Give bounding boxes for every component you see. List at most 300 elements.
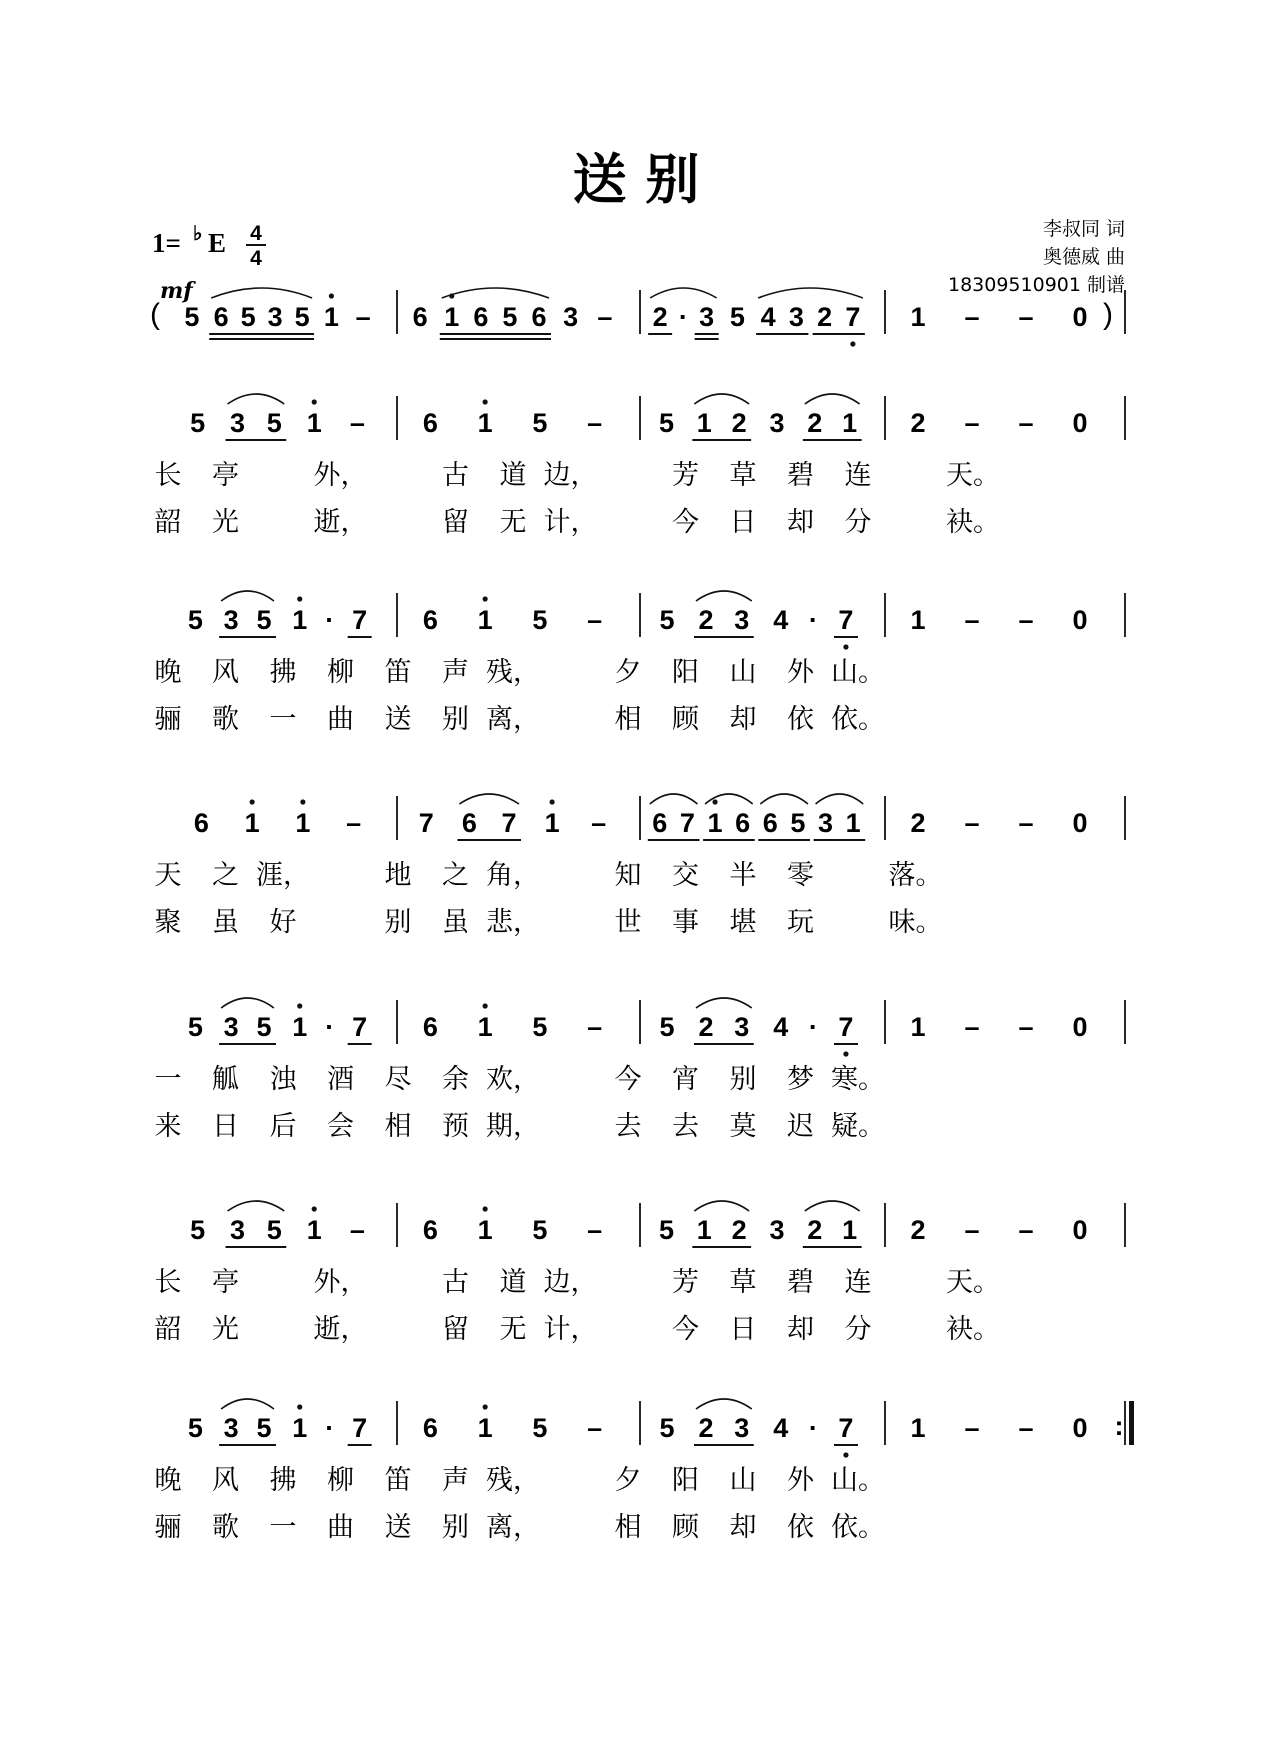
lyric-char: 依: [787, 1512, 814, 1543]
note-5: 5: [266, 408, 282, 438]
lyric-char: 今: [672, 1314, 699, 1345]
note-5: 5: [658, 1215, 674, 1245]
lyric-char: 分: [844, 1314, 872, 1345]
lyric-char: 韶: [154, 1314, 182, 1345]
note-5: 5: [659, 1012, 675, 1042]
lyric-char: 道: [499, 1267, 527, 1298]
lyric-char: 地: [384, 860, 412, 891]
note-6: 6: [652, 808, 668, 838]
note-2: 2: [807, 408, 823, 438]
dash-sustain: –: [355, 302, 371, 332]
dot-augment: ·: [325, 1012, 335, 1042]
lyric-char: 计，: [543, 1314, 598, 1345]
slur-arc: [442, 288, 549, 298]
lyric-char: 笛: [384, 1465, 412, 1496]
octave-up-dot: [483, 399, 488, 404]
lyric-char: 古: [442, 460, 469, 491]
note-1: 1: [696, 1215, 712, 1245]
dot-augment: ·: [678, 302, 688, 332]
slur-arc: [221, 591, 274, 601]
lyric-char: 阳: [672, 657, 699, 688]
note-0: 0: [1072, 408, 1088, 438]
lyric-char: 分: [844, 507, 872, 538]
slur-arc: [705, 794, 753, 804]
octave-up-dot: [712, 799, 717, 804]
dash-sustain: –: [587, 605, 603, 635]
note-5: 5: [256, 1012, 272, 1042]
note-3: 3: [818, 808, 834, 838]
lyric-char: 草: [729, 1267, 757, 1298]
dash-sustain: –: [964, 605, 980, 635]
note-5: 5: [240, 302, 256, 332]
lyric-char: 却: [787, 1314, 814, 1345]
octave-up-dot: [297, 596, 302, 601]
lyric-char: 韶: [154, 507, 182, 538]
note-6: 6: [412, 302, 428, 332]
slur-arc: [816, 794, 864, 804]
note-3: 3: [769, 408, 785, 438]
lyric-char: 计，: [543, 507, 598, 538]
dot-augment: ·: [325, 605, 335, 635]
slur-arc: [650, 288, 717, 298]
note-1: 1: [842, 408, 858, 438]
lyric-char: 柳: [327, 657, 354, 688]
octave-up-dot: [297, 1003, 302, 1008]
note-2: 2: [817, 302, 833, 332]
note-2: 2: [910, 1215, 926, 1245]
lyric-char: 后: [269, 1111, 297, 1142]
note-1: 1: [544, 808, 560, 838]
final-bar-line: [1129, 1401, 1134, 1445]
lyric-char: 笛: [384, 657, 412, 688]
lyric-char: 日: [729, 1314, 757, 1345]
note-4: 4: [760, 302, 776, 332]
note-1: 1: [244, 808, 260, 838]
lyric-char: 欢，: [486, 1064, 540, 1095]
octave-up-dot: [297, 1404, 302, 1409]
dash-sustain: –: [964, 1413, 980, 1443]
lyric-char: 晚: [154, 1465, 182, 1496]
lyric-char: 余: [442, 1064, 469, 1095]
note-3: 3: [769, 1215, 785, 1245]
lyric-char: 送: [384, 1512, 412, 1543]
lyric-char: 莫: [729, 1111, 757, 1142]
lyric-char: 逝，: [313, 507, 368, 538]
note-1: 1: [477, 1413, 493, 1443]
slur-arc: [696, 1399, 752, 1409]
note-1: 1: [842, 1215, 858, 1245]
lyric-char: 一: [269, 1512, 297, 1543]
lyric-char: 天。: [946, 460, 1000, 491]
notation-systems: [150, 288, 1134, 1543]
octave-down-dot: [843, 1051, 848, 1056]
lyric-char: 风: [212, 1465, 239, 1496]
lyric-char: 浊: [269, 1064, 297, 1095]
note-6: 6: [531, 302, 547, 332]
dot-augment: ·: [808, 1413, 818, 1443]
lyric-char: 山: [729, 657, 757, 688]
slur-arc: [228, 1201, 285, 1211]
composer-credit: 奥德威 曲: [1042, 246, 1125, 268]
lyric-char: 日: [729, 507, 757, 538]
dot-augment: ·: [325, 1413, 335, 1443]
lyric-char: 连: [844, 1267, 872, 1298]
system-7: [155, 1399, 1135, 1543]
note-5: 5: [266, 1215, 282, 1245]
slur-arc: [805, 1201, 860, 1211]
lyric-char: 袂。: [946, 1314, 1000, 1345]
lyric-char: 边，: [543, 1267, 598, 1298]
note-5: 5: [532, 605, 548, 635]
octave-down-dot: [843, 644, 848, 649]
note-7: 7: [838, 1012, 854, 1042]
note-4: 4: [773, 1413, 789, 1443]
note-6: 6: [473, 302, 489, 332]
lyric-char: 草: [729, 460, 757, 491]
note-1: 1: [477, 1215, 493, 1245]
lyric-char: 声: [442, 657, 469, 688]
note-5: 5: [532, 408, 548, 438]
note-6: 6: [735, 808, 751, 838]
slur-arc: [758, 288, 863, 298]
lyric-char: 日: [212, 1111, 239, 1142]
lyric-char: 无: [499, 507, 527, 538]
note-5: 5: [190, 1215, 206, 1245]
note-3: 3: [230, 408, 246, 438]
note-1: 1: [910, 605, 926, 635]
dash-sustain: –: [587, 1413, 603, 1443]
lyric-char: 顾: [672, 1512, 699, 1543]
time-sig-top: 4: [250, 222, 262, 245]
note-7: 7: [838, 605, 854, 635]
lyric-char: 今: [614, 1064, 642, 1095]
lyric-char: 送: [384, 704, 412, 735]
lyric-char: 天。: [946, 1267, 1000, 1298]
lyric-char: 残，: [486, 657, 540, 688]
lyric-char: 酒: [327, 1064, 354, 1095]
note-6: 6: [193, 808, 209, 838]
note-1: 1: [295, 808, 311, 838]
lyric-char: 边，: [543, 460, 598, 491]
dash-sustain: –: [1018, 808, 1034, 838]
dash-sustain: –: [964, 808, 980, 838]
lyric-char: 古: [442, 1267, 469, 1298]
slur-arc: [459, 794, 519, 804]
lyric-char: 连: [844, 460, 872, 491]
slur-arc: [221, 1399, 274, 1409]
dash-sustain: –: [587, 1215, 603, 1245]
lyric-char: 之: [442, 860, 469, 891]
lyric-char: 预: [442, 1111, 469, 1142]
note-3: 3: [734, 1012, 750, 1042]
slur-arc: [694, 1201, 749, 1211]
lyric-char: 拂: [269, 1465, 297, 1496]
lyric-char: 迟: [787, 1111, 814, 1142]
key-prefix: 1=: [152, 228, 181, 258]
lyric-char: 涯，: [256, 860, 310, 891]
note-5: 5: [659, 605, 675, 635]
note-5: 5: [532, 1012, 548, 1042]
octave-up-dot: [329, 293, 334, 298]
lyric-char: 光: [212, 1314, 239, 1345]
lyric-char: 骊: [154, 1512, 182, 1543]
system-2: [155, 394, 1126, 538]
transcriber-credit: 18309510901 制谱: [947, 274, 1125, 296]
note-7: 7: [418, 808, 434, 838]
lyric-char: 骊: [154, 704, 182, 735]
lyric-char: 味。: [888, 907, 943, 938]
note-3: 3: [563, 302, 579, 332]
note-6: 6: [422, 1413, 438, 1443]
dash-sustain: –: [964, 1215, 980, 1245]
note-2: 2: [731, 408, 747, 438]
note-2: 2: [652, 302, 668, 332]
slur-arc: [650, 794, 698, 804]
octave-up-dot: [312, 1206, 317, 1211]
note-2: 2: [910, 808, 926, 838]
dot-augment: ·: [808, 1012, 818, 1042]
lyric-char: 山。: [831, 1465, 885, 1496]
octave-down-dot: [850, 341, 855, 346]
note-2: 2: [807, 1215, 823, 1245]
lyric-char: 依。: [831, 1512, 885, 1543]
lyric-char: 事: [672, 907, 699, 938]
lyric-char: 芳: [672, 1267, 699, 1298]
lyric-char: 离，: [486, 704, 540, 735]
note-7: 7: [845, 302, 861, 332]
lyric-char: 别: [729, 1064, 757, 1095]
note-0: 0: [1072, 1413, 1088, 1443]
note-7: 7: [352, 1413, 368, 1443]
note-3: 3: [267, 302, 283, 332]
lyric-char: 外，: [313, 460, 368, 491]
note-1: 1: [477, 408, 493, 438]
octave-up-dot: [250, 799, 255, 804]
note-2: 2: [698, 1413, 714, 1443]
note-1: 1: [292, 1413, 308, 1443]
lyric-char: 一: [154, 1064, 182, 1095]
lyric-char: 去: [672, 1111, 699, 1142]
time-signature: [246, 222, 266, 270]
slur-arc: [696, 998, 752, 1008]
note-0: 0: [1072, 1012, 1088, 1042]
lyric-char: 知: [614, 860, 642, 891]
lyric-char: 玩: [787, 907, 814, 938]
slur-arc: [694, 394, 749, 404]
lyric-char: 亭: [212, 460, 239, 491]
dash-sustain: –: [1018, 1413, 1034, 1443]
note-2: 2: [731, 1215, 747, 1245]
lyric-char: 外，: [313, 1267, 368, 1298]
lyric-char: 来: [154, 1111, 182, 1142]
note-1: 1: [292, 1012, 308, 1042]
lyric-char: 夕: [614, 1465, 642, 1496]
note-4: 4: [773, 1012, 789, 1042]
note-1: 1: [323, 302, 339, 332]
lyric-char: 世: [614, 907, 642, 938]
lyric-char: 虽: [442, 907, 469, 938]
lyric-char: 光: [212, 507, 239, 538]
octave-up-dot: [483, 1003, 488, 1008]
lyric-char: 却: [787, 507, 814, 538]
note-3: 3: [788, 302, 804, 332]
octave-up-dot: [483, 596, 488, 601]
slur-arc: [760, 794, 808, 804]
note-7: 7: [838, 1413, 854, 1443]
note-6: 6: [422, 1215, 438, 1245]
octave-up-dot: [300, 799, 305, 804]
note-4: 4: [773, 605, 789, 635]
note-0: 0: [1072, 302, 1088, 332]
note-2: 2: [698, 1012, 714, 1042]
lyric-char: 依: [787, 704, 814, 735]
lyric-char: 柳: [327, 1465, 354, 1496]
lyric-char: 夕: [614, 657, 642, 688]
lyric-char: 曲: [327, 704, 354, 735]
note-3: 3: [734, 1413, 750, 1443]
note-1: 1: [477, 605, 493, 635]
note-3: 3: [734, 605, 750, 635]
lyric-char: 依。: [831, 704, 885, 735]
note-2: 2: [698, 605, 714, 635]
dash-sustain: –: [587, 1012, 603, 1042]
lyric-char: 零: [787, 860, 814, 891]
lyric-char: 一: [269, 704, 297, 735]
lyric-char: 悲，: [486, 907, 540, 938]
lyric-char: 相: [384, 1111, 412, 1142]
lyric-char: 阳: [672, 1465, 699, 1496]
lyric-char: 角，: [486, 860, 540, 891]
note-0: 0: [1072, 808, 1088, 838]
note-7: 7: [501, 808, 517, 838]
note-5: 5: [729, 302, 745, 332]
octave-down-dot: [843, 1452, 848, 1457]
lyric-char: 聚: [154, 907, 182, 938]
dash-sustain: –: [1018, 408, 1034, 438]
lyric-char: 逝，: [313, 1314, 368, 1345]
note-6: 6: [213, 302, 229, 332]
dot-augment: ·: [808, 605, 818, 635]
lyric-char: 好: [269, 907, 297, 938]
dash-sustain: –: [597, 302, 613, 332]
lyric-char: 虽: [212, 907, 239, 938]
note-5: 5: [658, 408, 674, 438]
lyric-char: 曲: [327, 1512, 354, 1543]
slur-arc: [211, 288, 312, 298]
lyric-char: 外: [787, 1465, 814, 1496]
note-5: 5: [187, 1413, 203, 1443]
lyric-char: 留: [442, 507, 469, 538]
slur-arc: [805, 394, 860, 404]
note-1: 1: [707, 808, 723, 838]
note-1: 1: [444, 302, 460, 332]
lyric-char: 山: [729, 1465, 757, 1496]
octave-up-dot: [483, 1404, 488, 1409]
note-3: 3: [223, 605, 239, 635]
lyric-char: 离，: [486, 1512, 540, 1543]
note-3: 3: [223, 1413, 239, 1443]
lyric-char: 相: [614, 1512, 642, 1543]
system-3: [155, 591, 1126, 735]
note-5: 5: [256, 1413, 272, 1443]
system-5: [155, 998, 1126, 1142]
lyric-char: 碧: [787, 460, 814, 491]
lyric-char: 无: [499, 1314, 527, 1345]
lyric-char: 交: [672, 860, 699, 891]
note-6: 6: [422, 605, 438, 635]
note-1: 1: [477, 1012, 493, 1042]
slur-arc: [228, 394, 285, 404]
lyric-char: 疑。: [831, 1111, 885, 1142]
dash-sustain: –: [591, 808, 607, 838]
note-7: 7: [352, 1012, 368, 1042]
repeat-sign: :: [1114, 1411, 1124, 1441]
system-4: [155, 794, 1126, 938]
lyric-char: 期，: [486, 1111, 540, 1142]
lyric-char: 袂。: [946, 507, 1000, 538]
note-5: 5: [294, 302, 310, 332]
dynamic-mark: mf: [160, 278, 193, 304]
lyric-char: 顾: [672, 704, 699, 735]
dash-sustain: –: [1018, 605, 1034, 635]
lyric-char: 半: [729, 860, 757, 891]
octave-up-dot: [312, 399, 317, 404]
lyric-char: 山。: [831, 657, 885, 688]
lyric-char: 觚: [212, 1064, 239, 1095]
octave-up-dot: [483, 1206, 488, 1211]
key-signature: [152, 223, 226, 258]
note-5: 5: [187, 1012, 203, 1042]
octave-up-dot: [550, 799, 555, 804]
lyric-char: 声: [442, 1465, 469, 1496]
note-5: 5: [532, 1413, 548, 1443]
lyric-char: 外: [787, 657, 814, 688]
lyric-char: 堪: [729, 907, 757, 938]
note-1: 1: [845, 808, 861, 838]
dash-sustain: –: [964, 302, 980, 332]
note-7: 7: [679, 808, 695, 838]
note-1: 1: [306, 1215, 322, 1245]
lyric-char: 芳: [672, 460, 699, 491]
note-6: 6: [762, 808, 778, 838]
dash-sustain: –: [1018, 1215, 1034, 1245]
note-5: 5: [184, 302, 200, 332]
dash-sustain: –: [349, 408, 365, 438]
dash-sustain: –: [349, 1215, 365, 1245]
note-5: 5: [187, 605, 203, 635]
time-sig-bottom: 4: [250, 247, 262, 270]
close-paren: ): [1103, 298, 1113, 331]
note-3: 3: [699, 302, 715, 332]
note-1: 1: [910, 1012, 926, 1042]
note-6: 6: [422, 408, 438, 438]
key-letter: E: [208, 228, 227, 258]
lyric-char: 歌: [212, 704, 239, 735]
dash-sustain: –: [964, 1012, 980, 1042]
lyric-char: 会: [327, 1111, 354, 1142]
note-1: 1: [910, 302, 926, 332]
lyric-char: 残，: [486, 1465, 540, 1496]
note-0: 0: [1072, 1215, 1088, 1245]
lyric-char: 尽: [384, 1064, 412, 1095]
lyric-char: 宵: [672, 1064, 699, 1095]
slur-arc: [221, 998, 274, 1008]
note-1: 1: [292, 605, 308, 635]
lyric-char: 去: [614, 1111, 642, 1142]
lyric-char: 之: [212, 860, 239, 891]
lyric-char: 风: [212, 657, 239, 688]
note-1: 1: [306, 408, 322, 438]
